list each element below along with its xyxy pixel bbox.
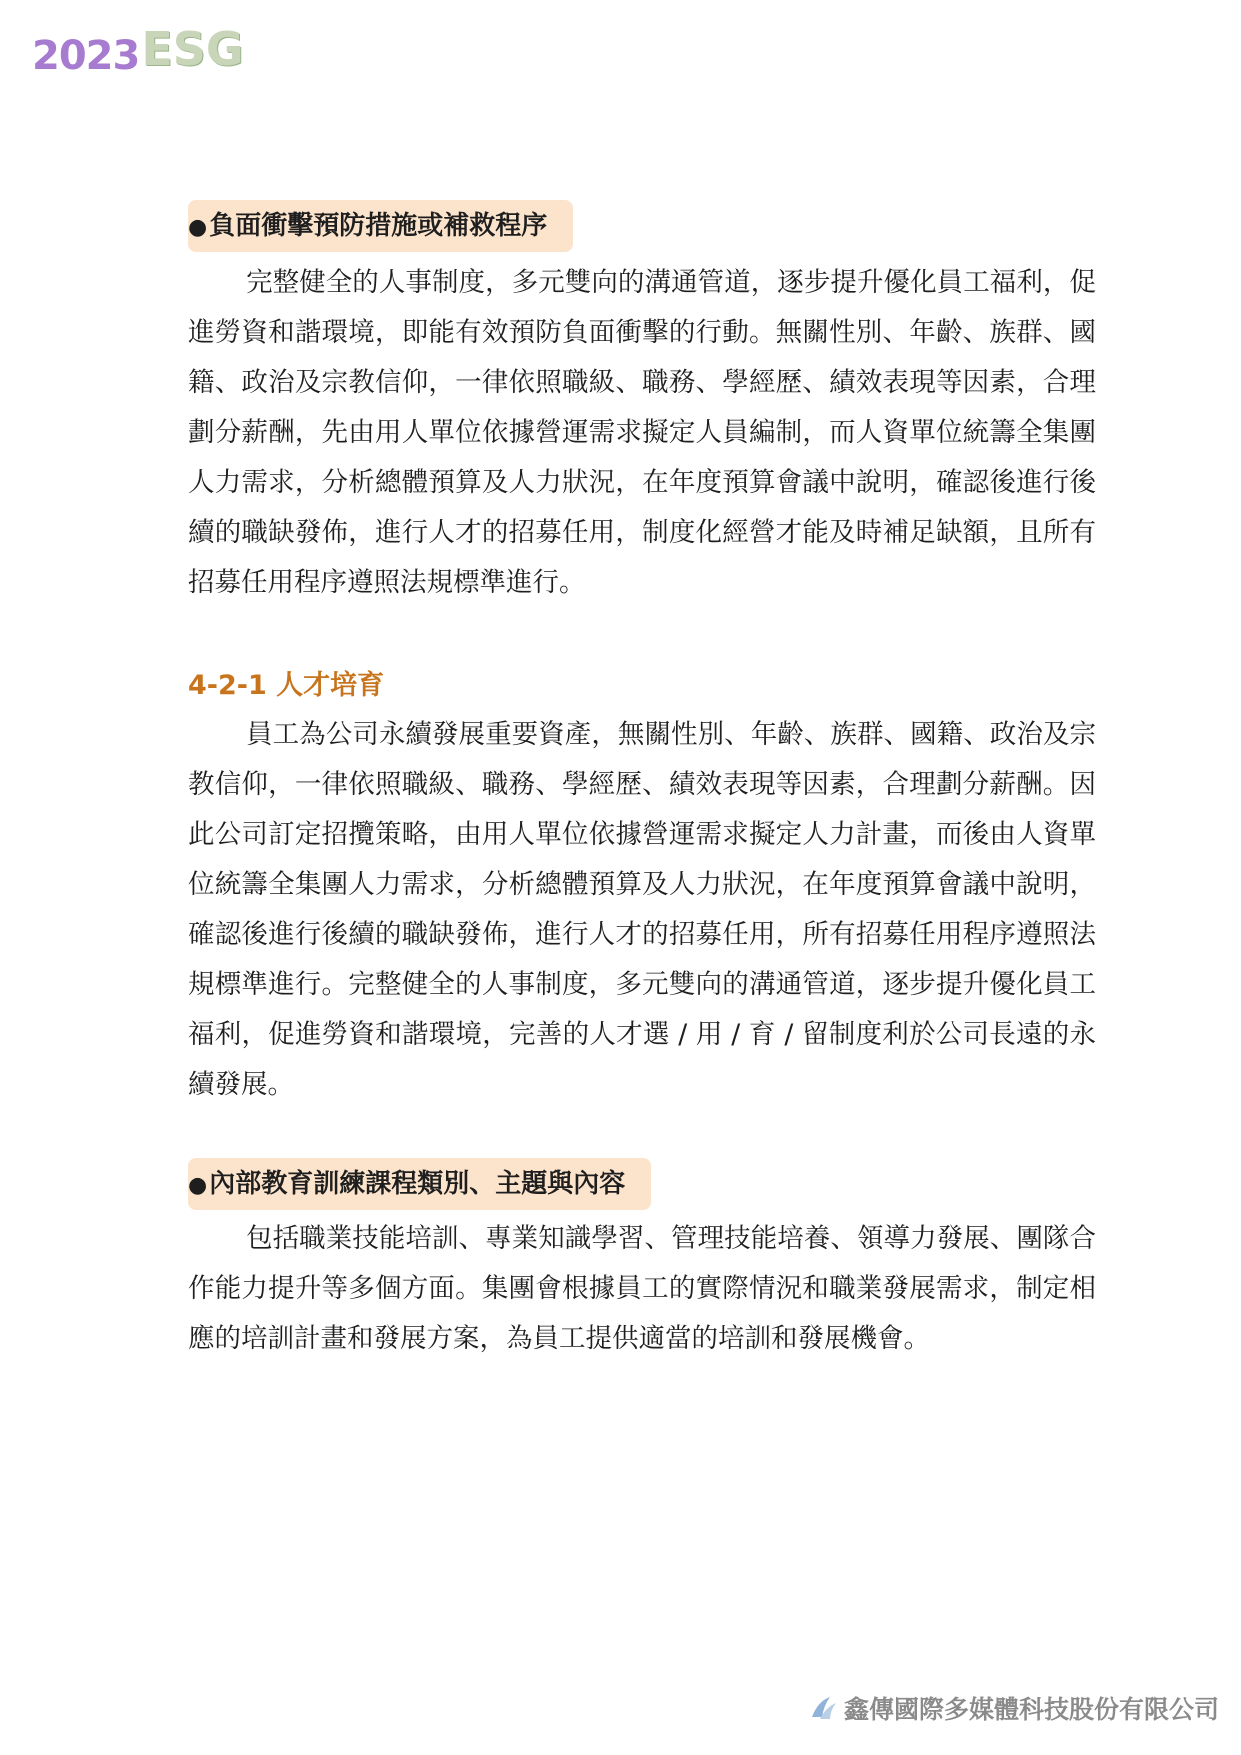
company-name: 鑫傳國際多媒體科技股份有限公司: [843, 1695, 1219, 1724]
paragraph-text: 員工為公司永續發展重要資產，無關性別、年齡、族群、國籍、政治及宗教信仰，一律依照職級、職務、學經歷、績效表現等因素，合理劃分薪酬。因此公司訂定招攬策略，由用人單位依據營運需求擬定人力計畫，而後由人資單位統籌全集團人力需求，分析總體預算及人力狀況，在年度預算會議中說明，確認後進行後續的職缺發佈，進行人才的招募任用，所有招募任用程序遵照法規標準進行。完整健全的人事制度，多元雙向的溝通管道，逐步提升優化員工福利，促進勞資和諧環境，完善的人才選 / 用 / 育 / 留制度利於公司長遠的永續發展。: [188, 719, 1096, 1100]
section-title-negative-impact: [188, 200, 573, 252]
company-logo-icon: [808, 1693, 838, 1723]
section-title-text: 內部教育訓練課程類別、主題與內容: [209, 1169, 626, 1199]
logo-esg: ESG: [141, 22, 244, 76]
paragraph-negative-impact: [188, 258, 1096, 608]
section-title-text: 負面衝擊預防措施或補救程序: [209, 211, 548, 241]
main-content: [188, 200, 1096, 1364]
paragraph-text: 包括職業技能培訓、專業知識學習、管理技能培養、領導力發展、團隊合作能力提升等多個方面。集團會根據員工的實際情況和職業發展需求，制定相應的培訓計畫和發展方案，為員工提供適當的培訓和發展機會。: [188, 1223, 1096, 1354]
section-title-training: [188, 1158, 651, 1210]
bullet-icon: ●: [188, 215, 208, 240]
logo-year: 2023: [32, 33, 140, 79]
paragraph-training: [188, 1214, 1096, 1364]
heading-talent-development: 4-2-1 人才培育: [188, 670, 385, 701]
bullet-icon: ●: [188, 1173, 208, 1198]
paragraph-text: 完整健全的人事制度，多元雙向的溝通管道，逐步提升優化員工福利，促進勞資和諧環境，即能有效預防負面衝擊的行動。無關性別、年齡、族群、國籍、政治及宗教信仰，一律依照職級、職務、學經歷、績效表現等因素，合理劃分薪酬，先由用人單位依據營運需求擬定人員編制，而人資單位統籌全集團人力需求，分析總體預算及人力狀況，在年度預算會議中說明，確認後進行後續的職缺發佈，進行人才的招募任用，制度化經營才能及時補足缺額，且所有招募任用程序遵照法規標準進行。: [188, 267, 1096, 598]
paragraph-talent-development: [188, 710, 1096, 1110]
footer: [808, 1690, 1219, 1726]
report-logo: [32, 22, 244, 79]
